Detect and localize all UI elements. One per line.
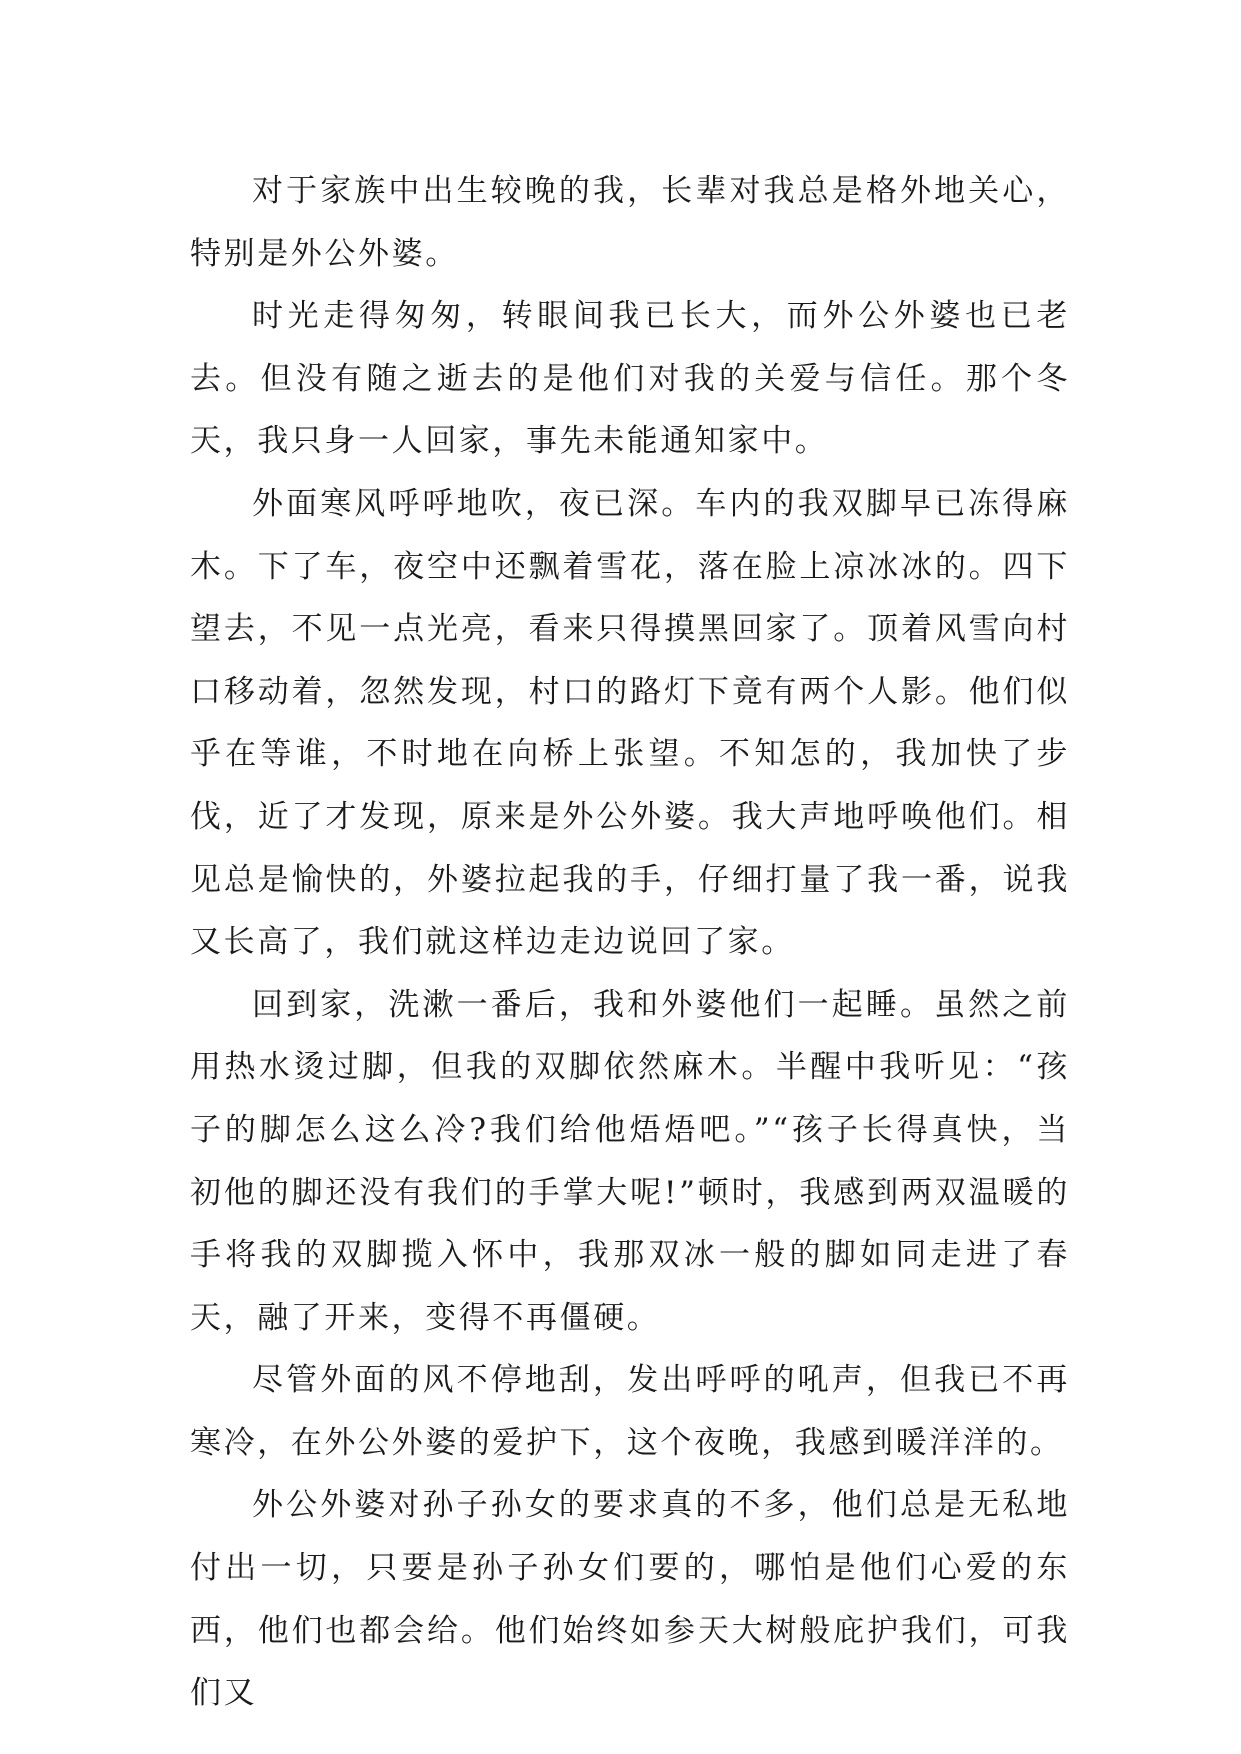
paragraph-2: 时光走得匆匆，转眼间我已长大，而外公外婆也已老去。但没有随之逝去的是他们对我的关爱与信任。那个冬天，我只身一人回家，事先未能通知家中。 bbox=[190, 298, 1070, 460]
paragraph-3: 外面寒风呼呼地吹，夜已深。车内的我双脚早已冻得麻木。下了车，夜空中还飘着雪花，落在脸上凉冰冰的。四下望去，不见一点光亮，看来只得摸黑回家了。顶着风雪向村口移动着，忽然发现，村口的路灯下竟有两个人影。他们似乎在等谁，不时地在向桥上张望。不知怎的，我加快了步伐，近了才发现，原来是外公外婆。我大声地呼唤他们。相见总是愉快的，外婆拉起我的手，仔细打量了我一番，说我又长高了，我们就这样边走边说回了家。 bbox=[190, 485, 1070, 961]
paragraph-1: 对于家族中出生较晚的我，长辈对我总是格外地关心，特别是外公外婆。 bbox=[190, 173, 1070, 272]
paragraph-5: 尽管外面的风不停地刮，发出呼呼的吼声，但我已不再寒冷，在外公外婆的爱护下，这个夜晚，我感到暖洋洋的。 bbox=[190, 1362, 1070, 1461]
paragraph-4: 回到家，洗漱一番后，我和外婆他们一起睡。虽然之前用热水烫过脚，但我的双脚依然麻木。半醒中我听见：“孩子的脚怎么这么冷?我们给他焐焐吧。”“孩子长得真快，当初他的脚还没有我们的手掌大呢!”顿时，我感到两双温暖的手将我的双脚揽入怀中，我那双冰一般的脚如同走进了春天，融了开来，变得不再僵硬。 bbox=[190, 986, 1070, 1336]
paragraph-6: 外公外婆对孙子孙女的要求真的不多，他们总是无私地付出一切，只要是孙子孙女们要的，哪怕是他们心爱的东西，他们也都会给。他们始终如参天大树般庇护我们，可我们又 bbox=[190, 1487, 1070, 1712]
document-body bbox=[190, 160, 1070, 1725]
